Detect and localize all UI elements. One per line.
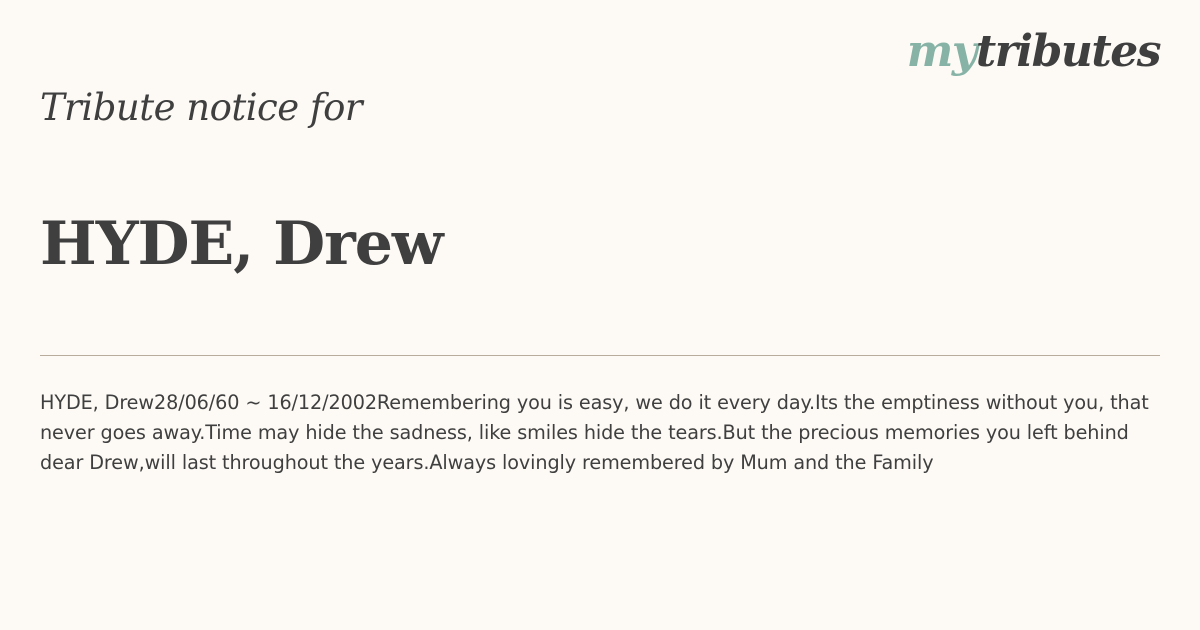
mytributes-logo[interactable] (906, 26, 1160, 77)
tribute-message: HYDE, Drew28/06/60 ~ 16/12/2002Remembering you is easy, we do it every day.Its the emptiness without you, that never goes away.Time may hide the sadness, like smiles hide the tears.But the precious memories you left behind dear Drew,will last throughout the years.Always lovingly remembered by Mum and the Family (40, 391, 1149, 474)
deceased-name: HYDE, Drew (40, 209, 443, 279)
tribute-subtitle: Tribute notice for (40, 86, 363, 129)
divider (40, 355, 1160, 356)
logo-suffix: tributes (975, 26, 1160, 77)
logo-prefix: my (906, 26, 976, 77)
